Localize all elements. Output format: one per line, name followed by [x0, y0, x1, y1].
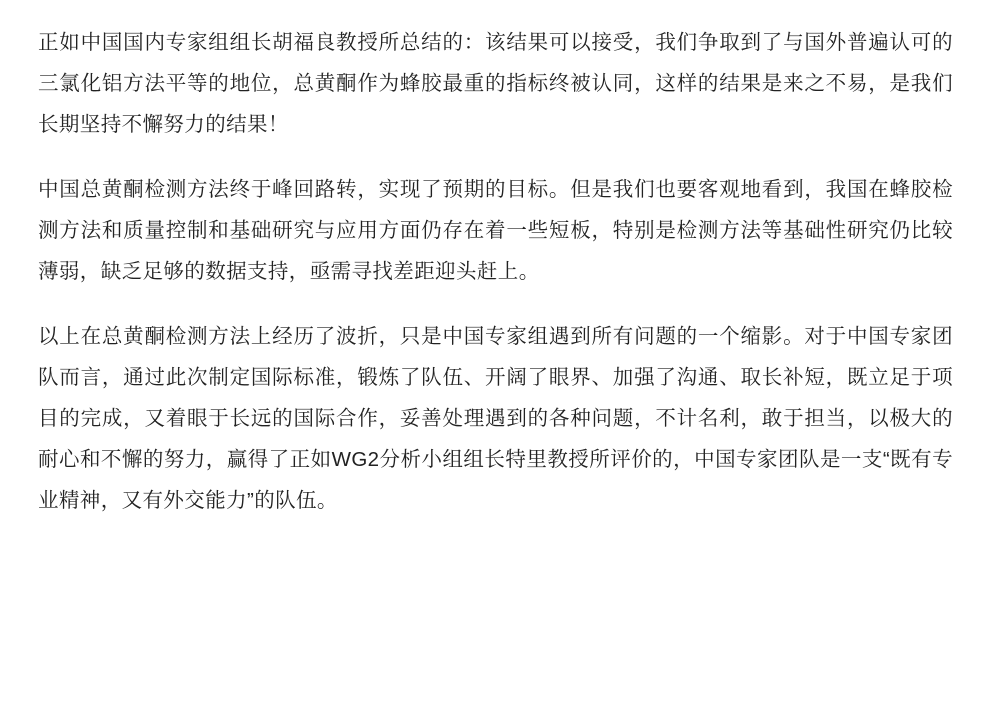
paragraph-3: 以上在总黄酮检测方法上经历了波折，只是中国专家组遇到所有问题的一个缩影。对于中国专家团队而言，通过此次制定国际标准，锻炼了队伍、开阔了眼界、加强了沟通、取长补短，既立足于项目的完成，又着眼于长远的国际合作，妥善处理遇到的各种问题，不计名利，敢于担当，以极大的耐心和不懈的努力，赢得了正如WG2分析小组组长特里教授所评价的，中国专家团队是一支“既有专业精神，又有外交能力”的队伍。 [38, 325, 953, 512]
paragraph-1: 正如中国国内专家组组长胡福良教授所总结的：该结果可以接受，我们争取到了与国外普遍认可的三氯化铝方法平等的地位，总黄酮作为蜂胶最重的指标终被认同，这样的结果是来之不易，是我们长期坚持不懈努力的结果！ [38, 31, 953, 136]
paragraph-2: 中国总黄酮检测方法终于峰回路转，实现了预期的目标。但是我们也要客观地看到，我国在蜂胶检测方法和质量控制和基础研究与应用方面仍存在着一些短板，特别是检测方法等基础性研究仍比较薄弱，缺乏足够的数据支持，亟需寻找差距迎头赶上。 [38, 178, 953, 283]
